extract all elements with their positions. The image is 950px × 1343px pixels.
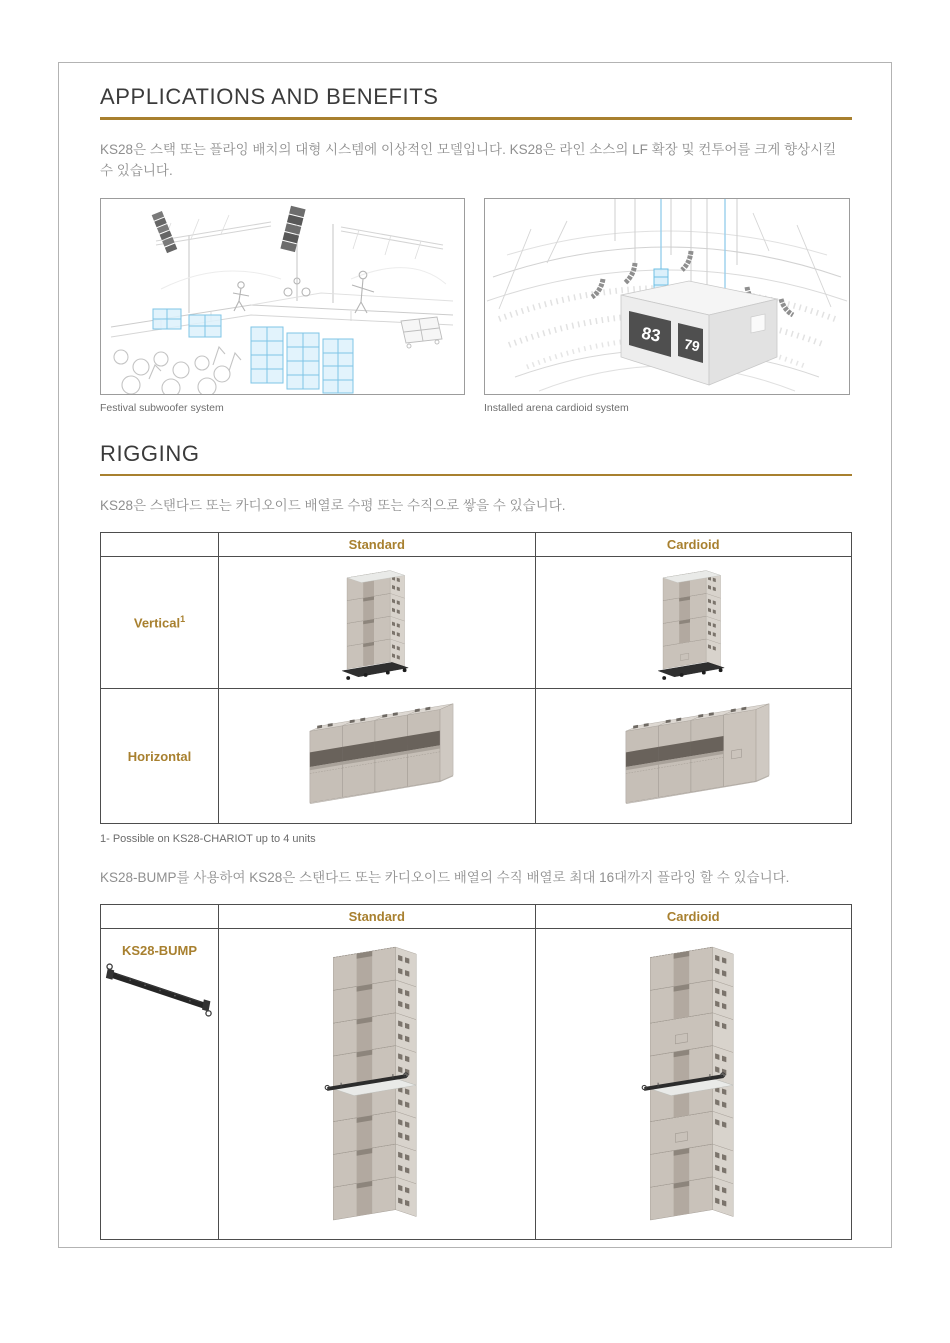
festival-caption: Festival subwoofer system	[100, 401, 224, 414]
stacking-header-cardioid: Cardioid	[535, 533, 852, 557]
illustration-row	[100, 198, 852, 395]
flown-standard-render	[303, 935, 450, 1233]
horizontal-standard-cell	[219, 689, 536, 824]
section-title-rigging: RIGGING	[100, 440, 200, 466]
vertical-cardioid-cell	[535, 557, 852, 689]
flying-table-corner-cell	[101, 905, 219, 929]
arena-figure	[484, 198, 850, 395]
scoreboard	[621, 281, 777, 385]
festival-illustration	[101, 199, 464, 394]
ks28-bump-label: KS28-BUMP	[121, 943, 198, 958]
stacking-table-corner-cell	[101, 533, 219, 557]
subwoofer-stacks-highlight	[153, 309, 353, 393]
arena-illustration	[485, 199, 849, 394]
caption-row	[100, 402, 852, 414]
performers-sketch	[233, 271, 374, 313]
applications-intro: KS28은 스택 또는 플라잉 배치의 대형 시스템에 이상적인 모델입니다. KS28은 라인 소스의 LF 확장 및 컨투어를 크게 향상시킬 수 있습니다.	[100, 141, 837, 178]
title-underline	[100, 117, 852, 120]
vertical-standard-cell	[219, 557, 536, 689]
flying-table	[100, 904, 852, 1240]
festival-figure	[100, 198, 465, 395]
stacking-table	[100, 532, 852, 824]
row-label-horizontal: Horizontal	[101, 689, 219, 824]
rigging-intro: KS28은 스탠다드 또는 카디오이드 배열로 수평 또는 수직으로 쌓을 수 있습니다.	[100, 498, 566, 513]
bump-intro: KS28-BUMP를 사용하여 KS28은 스탠다드 또는 카디오이드 배열의 수직 배열로 최대 16대까지 플라잉 할 수 있습니다.	[100, 870, 790, 885]
flown-cardioid-render	[620, 935, 767, 1233]
line-array-left	[152, 211, 178, 253]
section-title-applications: APPLICATIONS AND BENEFITS	[100, 84, 439, 109]
crowd-sketch	[114, 347, 241, 394]
horizontal-cardioid-render	[605, 697, 781, 815]
row-label-ks28-bump	[101, 929, 219, 1240]
table-footnote: 1- Possible on KS28-CHARIOT up to 4 units	[100, 833, 316, 845]
flying-header-standard: Standard	[219, 905, 536, 929]
page-content	[100, 84, 852, 1240]
ks28-bump-render	[104, 958, 216, 1022]
vertical-footnote-marker: 1	[180, 614, 186, 625]
arena-caption: Installed arena cardioid system	[484, 401, 629, 414]
stacking-header-standard: Standard	[219, 533, 536, 557]
scoreboard-right-number: 79	[682, 335, 702, 354]
flown-cardioid-cell	[535, 929, 852, 1240]
horizontal-cardioid-cell	[535, 689, 852, 824]
flying-header-cardioid: Cardioid	[535, 905, 852, 929]
title-underline-rigging	[100, 474, 852, 477]
horizontal-standard-render	[289, 697, 465, 815]
flown-standard-cell	[219, 929, 536, 1240]
vertical-cardioid-render	[642, 561, 744, 684]
vertical-standard-render	[326, 561, 428, 684]
road-case-sketch	[401, 317, 442, 348]
line-array-center	[280, 205, 305, 251]
scoreboard-left-number: 83	[639, 322, 663, 346]
row-label-vertical: Vertical$^1$	[101, 557, 219, 689]
